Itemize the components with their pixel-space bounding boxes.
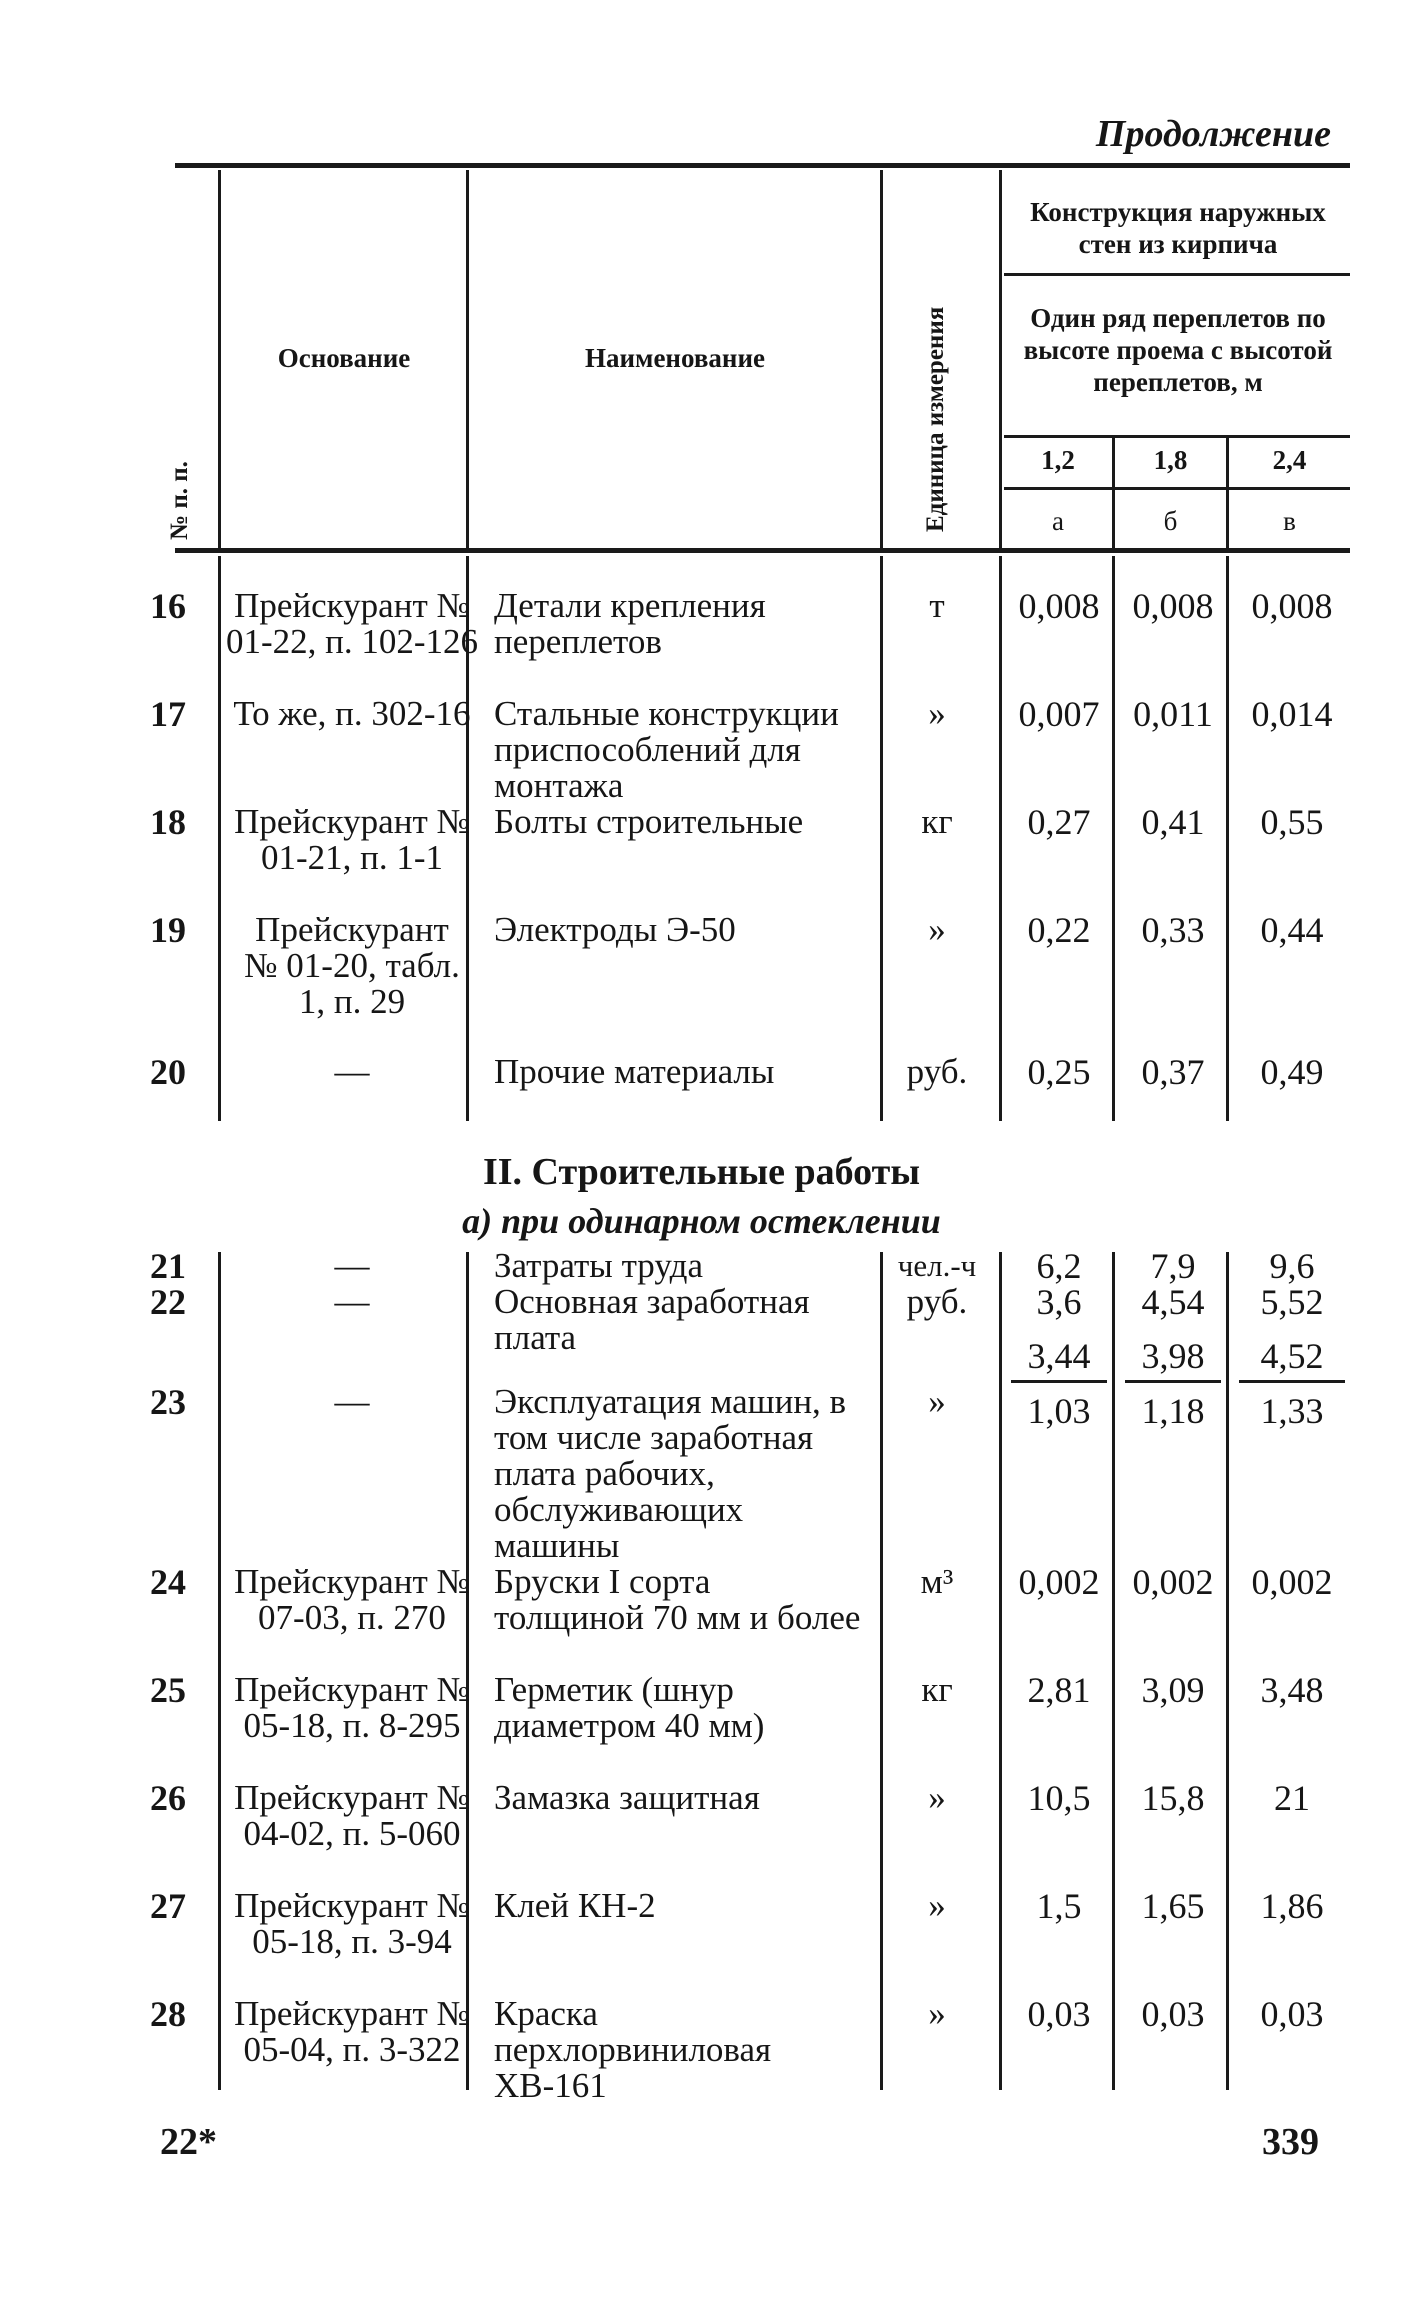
row-name: Основная заработная плата (494, 1282, 810, 1357)
value-c: 3,48 (1260, 1670, 1324, 1710)
row-name: Эксплуатация машин, в том числе заработная плата рабочих, обслуживающих машины (494, 1382, 847, 1565)
height-label: 1,2 (1041, 445, 1075, 475)
col-basis-header: Основание (277, 343, 411, 373)
value-c-top: 4,52 (1260, 1336, 1324, 1376)
row-basis: — (334, 1282, 370, 1321)
value-b-top: 3,98 (1141, 1336, 1205, 1376)
value-a-top: 3,44 (1027, 1336, 1091, 1376)
value-c: 0,03 (1260, 1994, 1324, 2034)
value-c: 21 (1274, 1778, 1310, 1818)
row-name: Бруски I сорта толщиной 70 мм и более (494, 1562, 861, 1637)
value-c: 1,86 (1260, 1886, 1324, 1926)
header-divider (880, 170, 883, 548)
row-basis: Прейскурант № 01-21, п. 1-1 (234, 802, 470, 877)
row-name: Прочие материалы (494, 1052, 775, 1091)
footer-signature: 22* (160, 2121, 217, 2163)
value-c-fraction (1232, 1338, 1352, 1429)
value-b: 0,008 (1132, 586, 1214, 626)
letter-label: б (1163, 506, 1178, 536)
group-title: Конструкция наружных стен из кирпича (1030, 197, 1326, 259)
body-divider (880, 1252, 883, 2090)
body-divider (218, 1252, 221, 2090)
col-num-header: № п. п. (166, 461, 193, 540)
value-c: 0,002 (1251, 1562, 1333, 1602)
value-c: 0,008 (1251, 586, 1333, 626)
value-b: 0,41 (1141, 802, 1205, 842)
value-a: 0,22 (1027, 910, 1091, 950)
row-name: Стальные конструкции приспособлений для монтажа (494, 694, 839, 805)
heights-rule (1004, 487, 1350, 490)
row-number: 26 (150, 1778, 186, 1818)
row-unit: » (928, 694, 946, 733)
row-basis: — (334, 1246, 370, 1285)
row-name: Замазка защитная (494, 1778, 760, 1817)
row-basis: — (334, 1382, 370, 1421)
col-name-header: Наименование (585, 343, 765, 373)
section-subtitle: а) при одинарном остеклении (462, 1201, 941, 1241)
row-unit: » (928, 910, 946, 949)
value-b: 0,002 (1132, 1562, 1214, 1602)
value-c: 0,55 (1260, 802, 1324, 842)
height-label: 1,8 (1153, 445, 1188, 475)
fraction-bar (1125, 1380, 1222, 1383)
value-a-bottom: 1,03 (1027, 1391, 1091, 1431)
row-name: Затраты труда (494, 1246, 703, 1285)
row-number: 28 (150, 1994, 186, 2034)
value-b-bottom: 1,18 (1141, 1391, 1205, 1431)
row-unit: т (929, 586, 945, 625)
subgroup-title: Один ряд переплетов по высоте проема с высотой переплетов, м (1023, 303, 1333, 397)
row-basis: Прейскурант № 05-18, п. 8-295 (234, 1670, 470, 1745)
value-b-fraction (1118, 1338, 1228, 1429)
value-a-fraction (1004, 1338, 1114, 1429)
header-divider (999, 170, 1002, 548)
value-b: 1,65 (1141, 1886, 1205, 1926)
row-basis: Прейскурант № 01-22, п. 102-126 (225, 586, 479, 661)
section-title: II. Строительные работы (482, 1151, 921, 1193)
row-basis: Прейскурант № 01-20, табл. 1, п. 29 (244, 910, 460, 1021)
value-b: 3,09 (1141, 1670, 1205, 1710)
value-a: 1,5 (1036, 1886, 1082, 1926)
row-unit: » (928, 1382, 946, 1421)
row-number: 19 (150, 910, 186, 950)
row-number: 22 (150, 1282, 186, 1322)
value-b: 0,03 (1141, 1994, 1205, 2034)
value-a: 0,002 (1018, 1562, 1100, 1602)
body-divider (999, 556, 1002, 1121)
value-a: 0,27 (1027, 802, 1091, 842)
value-a: 6,2 (1036, 1246, 1082, 1286)
value-a: 0,25 (1027, 1052, 1091, 1092)
body-divider (999, 1252, 1002, 2090)
row-number: 23 (150, 1382, 186, 1422)
value-a: 10,5 (1027, 1778, 1091, 1818)
value-c: 0,014 (1251, 694, 1333, 734)
value-a: 0,007 (1018, 694, 1100, 734)
value-b: 0,37 (1141, 1052, 1205, 1092)
continuation-label: Продолжение (1095, 113, 1331, 155)
value-b: 4,54 (1141, 1282, 1205, 1322)
row-number: 24 (150, 1562, 186, 1602)
letter-label: в (1283, 506, 1296, 536)
value-b: 15,8 (1141, 1778, 1205, 1818)
value-c: 5,52 (1260, 1282, 1324, 1322)
group-rule (1004, 273, 1350, 276)
row-unit: кг (921, 1670, 953, 1709)
value-a: 2,81 (1027, 1670, 1091, 1710)
row-basis: Прейскурант № 04-02, п. 5-060 (234, 1778, 470, 1853)
row-name: Электроды Э-50 (494, 910, 736, 949)
letter-label: а (1052, 506, 1064, 536)
row-basis: — (334, 1052, 370, 1091)
page-number: 339 (1262, 2121, 1319, 2163)
header-divider (466, 170, 469, 548)
row-name: Детали крепления переплетов (494, 586, 766, 661)
value-b: 0,011 (1133, 694, 1213, 734)
row-number: 17 (150, 694, 186, 734)
row-number: 25 (150, 1670, 186, 1710)
header-divider (218, 170, 221, 548)
fraction-bar (1239, 1380, 1345, 1383)
header-bottom-rule (175, 548, 1350, 553)
row-basis: То же, п. 302-16 (233, 694, 471, 733)
row-unit: кг (921, 802, 953, 841)
value-a: 0,008 (1018, 586, 1100, 626)
value-c: 0,44 (1260, 910, 1324, 950)
row-unit: » (928, 1778, 946, 1817)
value-a: 0,03 (1027, 1994, 1091, 2034)
row-unit: чел.-ч (897, 1248, 977, 1283)
body-divider (218, 556, 221, 1121)
row-name: Клей КН-2 (494, 1886, 656, 1925)
header-top-rule (175, 163, 1350, 168)
value-c-bottom: 1,33 (1260, 1391, 1324, 1431)
row-name: Краска перхлорвиниловая ХВ-161 (494, 1994, 772, 2105)
row-unit: руб. (906, 1052, 968, 1091)
value-c: 0,49 (1260, 1052, 1324, 1092)
row-number: 16 (150, 586, 186, 626)
row-number: 20 (150, 1052, 186, 1092)
value-b: 0,33 (1141, 910, 1205, 950)
row-unit: » (928, 1994, 946, 2033)
row-basis: Прейскурант № 05-18, п. 3-94 (234, 1886, 470, 1961)
row-number: 27 (150, 1886, 186, 1926)
value-b: 7,9 (1150, 1246, 1196, 1286)
row-name: Герметик (шнур диаметром 40 мм) (494, 1670, 765, 1745)
row-name: Болты строительные (494, 802, 804, 841)
fraction-bar (1011, 1380, 1108, 1383)
row-unit: руб. (906, 1282, 968, 1321)
row-number: 18 (150, 802, 186, 842)
value-a: 3,6 (1036, 1282, 1082, 1322)
value-c: 9,6 (1269, 1246, 1315, 1286)
row-unit: м³ (920, 1562, 954, 1601)
row-number: 21 (150, 1246, 186, 1286)
row-basis: Прейскурант № 07-03, п. 270 (234, 1562, 470, 1637)
row-unit: » (928, 1886, 946, 1925)
height-label: 2,4 (1272, 445, 1307, 475)
subgroup-rule (1004, 435, 1350, 438)
row-basis: Прейскурант № 05-04, п. 3-322 (234, 1994, 470, 2069)
col-unit-header: Единица измерения (922, 306, 949, 532)
